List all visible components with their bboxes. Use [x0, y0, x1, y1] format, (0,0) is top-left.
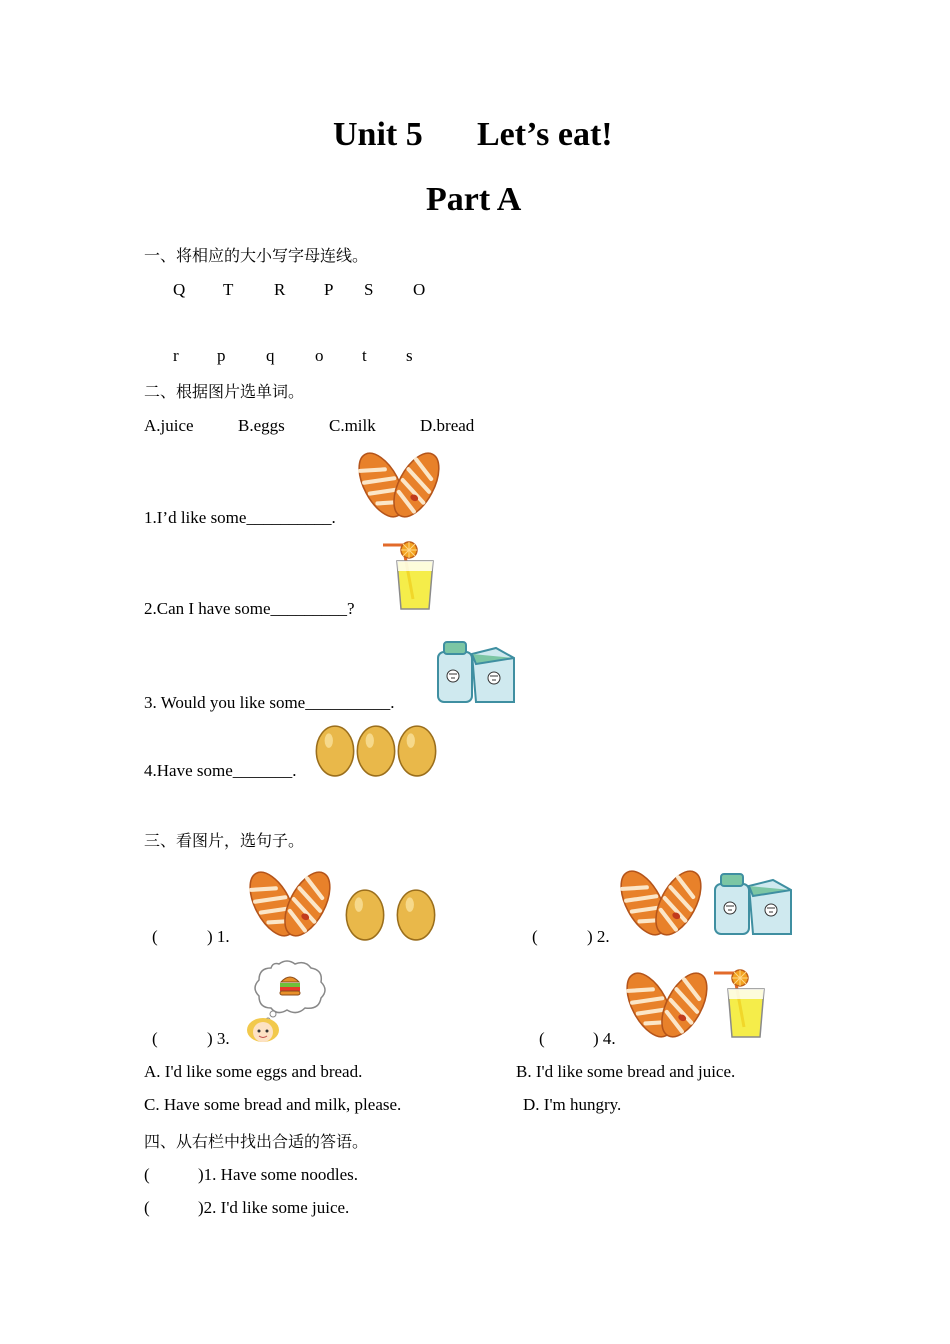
option-eggs: B.eggs [238, 416, 285, 435]
question-1: 1.I’d like some__________. [144, 508, 336, 527]
section3-heading: 三、看图片，选句子。 [144, 831, 305, 850]
answer-d: D. I'm hungry. [523, 1095, 622, 1114]
egg-icon [395, 886, 437, 942]
answer-b: B. I'd like some bread and juice. [516, 1062, 736, 1081]
question-noodles: )1. Have some noodles. [198, 1165, 359, 1184]
milk-icon [713, 872, 793, 938]
question-4: 4.Have some_______. [144, 761, 297, 780]
section4-heading: 四、从右栏中找出合适的答语。 [144, 1132, 369, 1151]
lower-letter: o [315, 346, 324, 365]
answer-paren-open: ( [144, 1198, 150, 1217]
upper-letter: T [223, 280, 234, 299]
option-milk: C.milk [329, 416, 376, 435]
option-juice: A.juice [144, 416, 194, 435]
egg-icon [396, 722, 438, 778]
upper-letter: O [413, 280, 426, 299]
bread-icon [619, 866, 705, 940]
hamburger-icon [243, 958, 333, 1044]
question-2: 2.Can I have some_________? [144, 599, 355, 618]
lower-letter: p [217, 346, 226, 365]
answer-c: C. Have some bread and milk, please. [144, 1095, 402, 1114]
unit-number: Unit 5 [333, 116, 423, 153]
answer-paren-open: ( [144, 1165, 150, 1184]
section2-heading: 二、根据图片选单词。 [144, 382, 305, 401]
answer-paren-open: ( [539, 1029, 545, 1048]
part-title: Part A [426, 181, 522, 218]
upper-letter: S [364, 280, 374, 299]
upper-letter: P [324, 280, 334, 299]
item-3-label: ) 3. [207, 1029, 230, 1048]
item-4-label: ) 4. [593, 1029, 616, 1048]
question-3: 3. Would you like some__________. [144, 693, 395, 712]
egg-icon [344, 886, 386, 942]
answer-paren-open: ( [152, 1029, 158, 1048]
bread-icon [625, 968, 711, 1042]
milk-icon [436, 640, 516, 706]
juice-icon [381, 541, 439, 611]
question-juice: )2. I'd like some juice. [198, 1198, 350, 1217]
option-bread: D.bread [420, 416, 475, 435]
section1-heading: 一、将相应的大小写字母连线。 [144, 246, 369, 265]
egg-icon [314, 722, 356, 778]
bread-icon [248, 867, 334, 941]
upper-letter: R [274, 280, 286, 299]
girl-icon [247, 1018, 279, 1042]
lower-letter: s [406, 346, 413, 365]
item-2-label: ) 2. [587, 927, 610, 946]
juice-icon [712, 968, 770, 1040]
bread-icon [357, 448, 443, 522]
egg-icon [355, 722, 397, 778]
lower-letter: t [362, 346, 367, 365]
lower-letter: q [266, 346, 275, 365]
answer-paren-open: ( [532, 927, 538, 946]
answer-a: A. I'd like some eggs and bread. [144, 1062, 363, 1081]
answer-paren-open: ( [152, 927, 158, 946]
item-1-label: ) 1. [207, 927, 230, 946]
unit-title: Let’s eat! [477, 116, 613, 153]
upper-letter: Q [173, 280, 186, 299]
lower-letter: r [173, 346, 179, 365]
